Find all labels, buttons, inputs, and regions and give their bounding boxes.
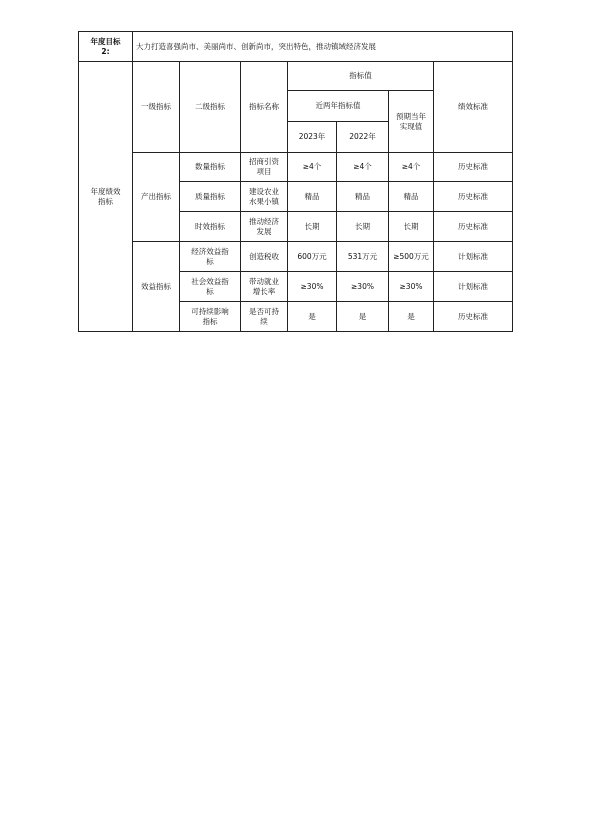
table-row xyxy=(79,242,513,272)
header-value: 指标值 xyxy=(288,62,434,91)
performance-table xyxy=(78,31,513,332)
header-level2: 二级指标 xyxy=(180,62,241,153)
indicator-name-cell: 创造税收 xyxy=(241,242,288,272)
value-2022-cell: 是 xyxy=(337,302,389,332)
standard-cell: 计划标准 xyxy=(434,242,513,272)
table-row xyxy=(79,153,513,182)
value-2022-cell: ≥4个 xyxy=(337,153,389,182)
standard-cell: 历史标准 xyxy=(434,153,513,182)
value-2023-cell: ≥30% xyxy=(288,272,337,302)
expected-value-cell: ≥30% xyxy=(389,272,434,302)
expected-value-cell: ≥500万元 xyxy=(389,242,434,272)
header-expected: 预期当年 实现值 xyxy=(389,91,434,153)
value-2022-cell: 531万元 xyxy=(337,242,389,272)
header-level1: 一级指标 xyxy=(133,62,180,153)
indicator-name-cell: 建设农业 水果小镇 xyxy=(241,182,288,212)
header-standard: 绩效标准 xyxy=(434,62,513,153)
value-2023-cell: 长期 xyxy=(288,212,337,242)
value-2022-cell: ≥30% xyxy=(337,272,389,302)
value-2023-cell: ≥4个 xyxy=(288,153,337,182)
standard-cell: 历史标准 xyxy=(434,302,513,332)
goal-label: 年度目标 2: xyxy=(79,32,133,62)
level2-cell: 数量指标 xyxy=(180,153,241,182)
indicator-name-cell: 推动经济 发展 xyxy=(241,212,288,242)
indicator-name-cell: 招商引资 项目 xyxy=(241,153,288,182)
level2-cell: 可持续影响 指标 xyxy=(180,302,241,332)
expected-value-cell: 是 xyxy=(389,302,434,332)
value-2022-cell: 精品 xyxy=(337,182,389,212)
value-2023-cell: 是 xyxy=(288,302,337,332)
standard-cell: 历史标准 xyxy=(434,212,513,242)
level2-cell: 质量指标 xyxy=(180,182,241,212)
value-2023-cell: 精品 xyxy=(288,182,337,212)
level2-cell: 社会效益指 标 xyxy=(180,272,241,302)
value-2022-cell: 长期 xyxy=(337,212,389,242)
header-row-1 xyxy=(79,62,513,91)
expected-value-cell: 精品 xyxy=(389,182,434,212)
level2-cell: 时效指标 xyxy=(180,212,241,242)
level1-cell: 效益指标 xyxy=(133,242,180,332)
standard-cell: 历史标准 xyxy=(434,182,513,212)
goal-row xyxy=(79,32,513,62)
expected-value-cell: 长期 xyxy=(389,212,434,242)
header-2022: 2022年 xyxy=(337,122,389,153)
header-recent: 近两年指标值 xyxy=(288,91,389,122)
header-name: 指标名称 xyxy=(241,62,288,153)
indicator-name-cell: 是否可持 续 xyxy=(241,302,288,332)
value-2023-cell: 600万元 xyxy=(288,242,337,272)
level2-cell: 经济效益指 标 xyxy=(180,242,241,272)
goal-text: 大力打造喜强尚市、美丽尚市、创新尚市，突出特色，推动镇域经济发展 xyxy=(133,32,513,62)
level1-cell: 产出指标 xyxy=(133,153,180,242)
expected-value-cell: ≥4个 xyxy=(389,153,434,182)
indicator-name-cell: 带动就业 增长率 xyxy=(241,272,288,302)
standard-cell: 计划标准 xyxy=(434,272,513,302)
section-label: 年度绩效 指标 xyxy=(79,62,133,332)
header-2023: 2023年 xyxy=(288,122,337,153)
